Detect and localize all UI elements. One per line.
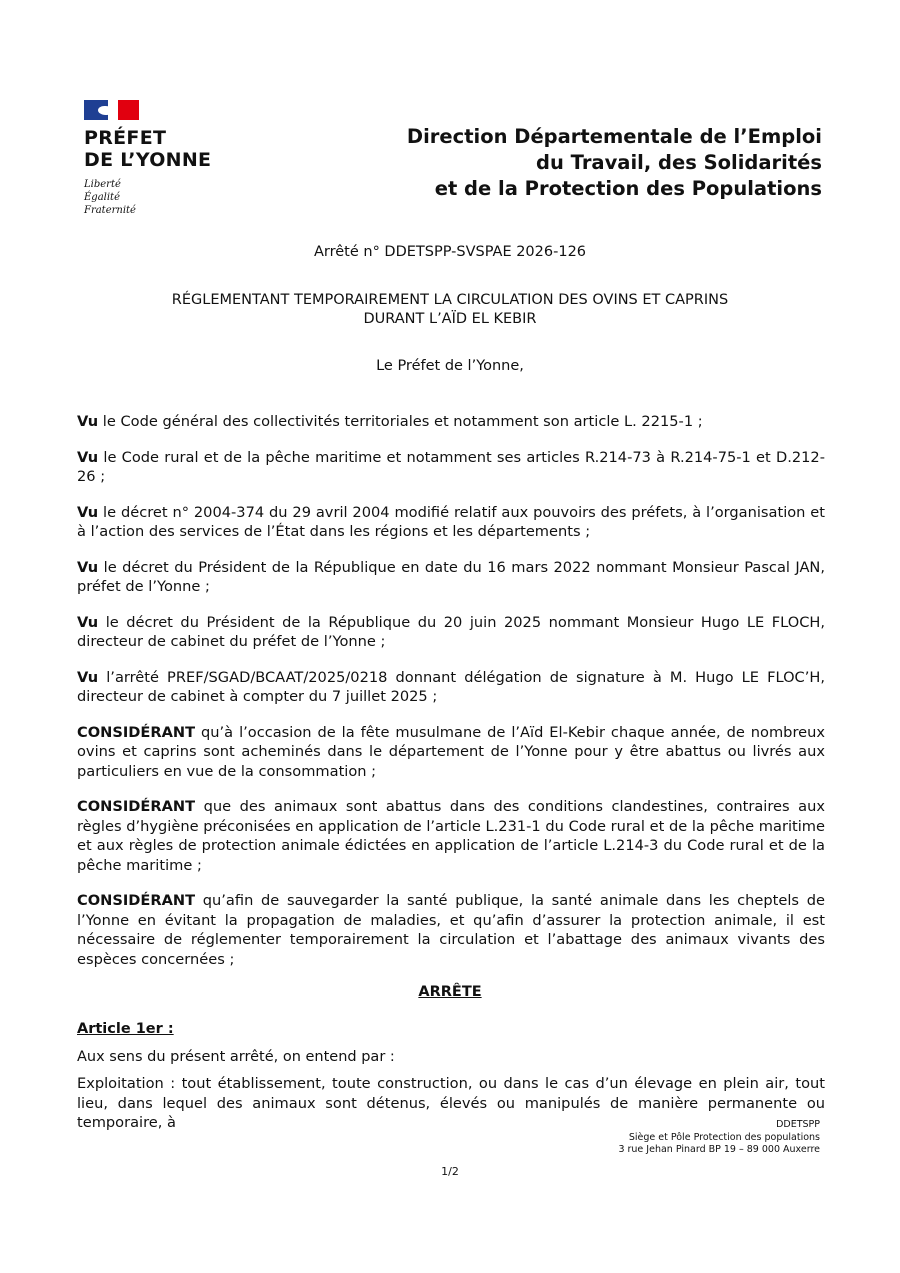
footer-address [618,1119,820,1157]
visas-section [77,412,825,985]
visa-paragraph: Vu le décret n° 2004-374 du 29 avril 2004 modifié relatif aux pouvoirs des préfets, à l’organisation et à l’action des services de l’État dans les régions et les départements ; [77,503,825,540]
exploitation-definition: Exploitation : tout établissement, toute construction, ou dans le cas d’un élevage en plein air, tout lieu, dans lequel des animaux sont détenus, élevés ou manipulés de manière permanente ou temporaire, à [77,1075,825,1131]
article-title: Article 1er : [77,1021,174,1037]
visa-paragraph: Vu le Code général des collectivités territoriales et notamment son article L. 2215-1 ; [77,413,703,430]
footer-org: DDETSPP [776,1119,820,1130]
prefet-name: PRÉFET DE L’YONNE [84,127,212,171]
considerant-paragraph: CONSIDÉRANT que des animaux sont abattus dans des conditions clandestines, contraires aux règles d’hygiène préconisées en application de l’article L.231-1 du Code rural et de la pêche maritime et aux règles de protection animale édictées en application de l’article L.214-3 du Code rural et de la pêche maritime ; [77,798,825,874]
arrete-title: RÉGLEMENTANT TEMPORAIREMENT LA CIRCULATION DES OVINS ET CAPRINS DURANT L’AÏD EL KEBIR [171,292,729,327]
visa-paragraph: Vu le décret du Président de la République du 20 juin 2025 nommant Monsieur Hugo LE FLOCH, directeur de cabinet du préfet de l’Yonne ; [77,613,825,650]
republic-motto: Liberté Égalité Fraternité [84,179,136,216]
definitions-intro: Aux sens du présent arrêté, on entend par : [77,1049,395,1065]
arrete-number: Arrêté n° DDETSPP-SVSPAE 2026-126 [313,244,587,260]
marianne-flag-icon [84,100,139,120]
considerant-paragraph: CONSIDÉRANT qu’afin de sauvegarder la santé publique, la santé animale dans les cheptels de l’Yonne en évitant la propagation de maladies, et qu’afin d’assurer la protection animale, il est nécessaire de réglementer temporairement la circulation et l’abattage des animaux vivants des espèces concernées ; [77,892,825,968]
visa-paragraph: Vu le Code rural et de la pêche maritime et notamment ses articles R.214-73 à R.214-75-1 et D.212-26 ; [77,448,825,485]
prefet-line: Le Préfet de l’Yonne, [376,358,524,374]
arrete-heading: ARRÊTE [418,984,482,1000]
visa-paragraph: Vu l’arrêté PREF/SGAD/BCAAT/2025/0218 donnant délégation de signature à M. Hugo LE FLOC’H, directeur de cabinet à compter du 7 juillet 2025 ; [77,668,825,705]
direction-title: Direction Départementale de l’Emploi du Travail, des Solidarités et de la Protection des Populations [406,125,822,200]
footer-service: Siège et Pôle Protection des populations [628,1131,820,1143]
visa-paragraph: Vu le décret du Président de la République en date du 16 mars 2022 nommant Monsieur Pascal JAN, préfet de l’Yonne ; [77,558,825,595]
considerant-paragraph: CONSIDÉRANT qu’à l’occasion de la fête musulmane de l’Aïd El-Kebir chaque année, de nombreux ovins et caprins sont acheminés dans le département de l’Yonne pour y être abattus ou livrés aux particuliers en vue de la consommation ; [77,723,825,780]
footer-street: 3 rue Jehan Pinard BP 19 – 89 000 Auxerre [618,1144,820,1155]
prefet-logo-block [84,100,244,217]
page-number: 1/2 [441,1165,459,1178]
